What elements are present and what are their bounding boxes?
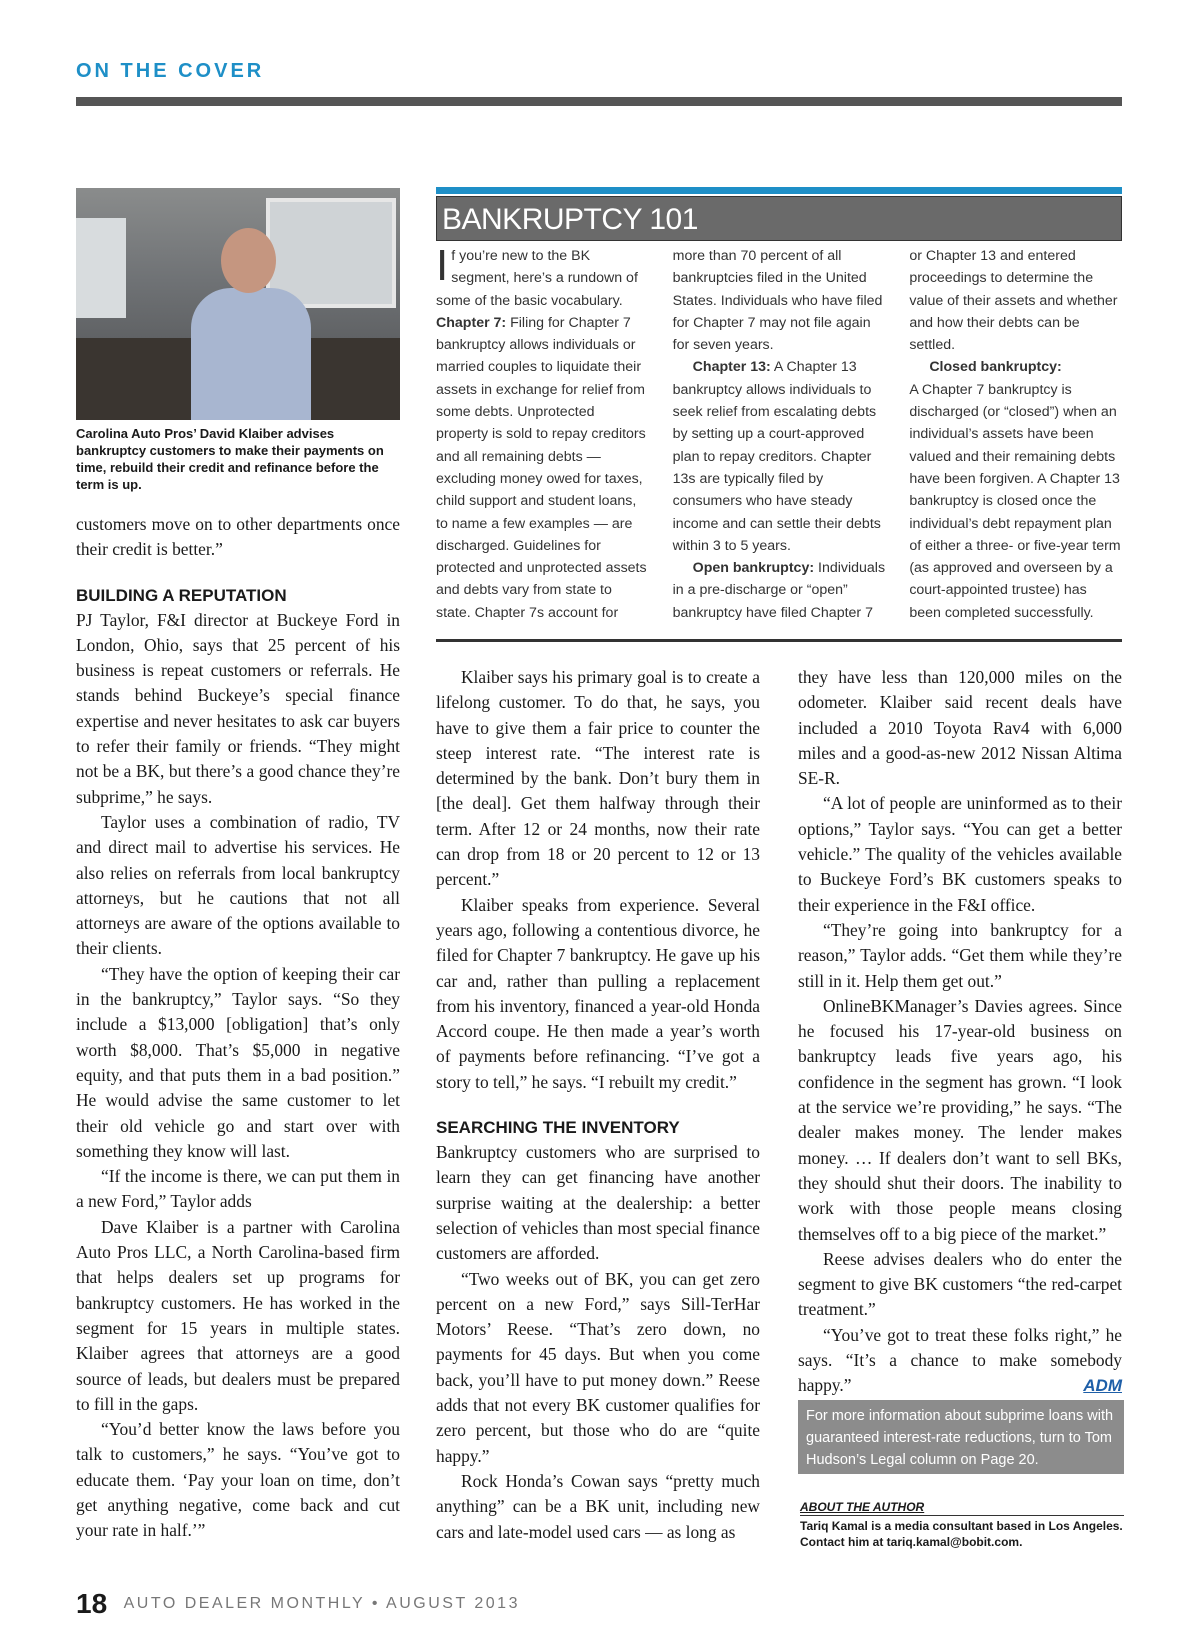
- page-number: 18: [76, 1588, 108, 1619]
- article-column-2: [436, 665, 760, 1545]
- photo-person-head: [221, 228, 276, 293]
- closed-bankruptcy-text: A Chapter 7 bankruptcy is discharged (or “closed”) when an individual’s assets have been valued and their remaining debts have been forgiven. A Chapter 13 bankruptcy is closed once the individual’s debt repayment plan of either a three- or five-year term (as approved and overseen by a court-appointed trustee) has been completed successfully.: [909, 381, 1121, 621]
- paragraph: Taylor uses a combination of radio, TV and direct mail to advertise his services. He also relies on referrals from local bankruptcy attorneys, but he cautions that not all attorneys are aware of the options available to their clients.: [76, 811, 400, 959]
- paragraph: “A lot of people are uninformed as to their options,” Taylor says. “You can get a better vehicle.” The quality of the vehicles available to Buckeye Ford’s BK customers speaks to their experience in the F&I office.: [798, 793, 1122, 915]
- sidebar-bottom-rule: [436, 639, 1122, 642]
- about-author-text: Tariq Kamal is a media consultant based in Los Angeles. Contact him at tariq.kamal@bobit.com.: [800, 1519, 1123, 1549]
- sidebar-title: BANKRUPTCY 101: [442, 203, 698, 236]
- paragraph: OnlineBKManager’s Davies agrees. Since he focused his 17-year-old business on bankruptcy leads five years ago, his confidence in the segment has grown. “I look at the service we’re providing,” he says. “The dealer makes money. The lender makes money. … If dealers don’t want to sell BKs, they should shut their doors. The inability to work with those people means closing themselves off to a big piece of the market.”: [798, 995, 1122, 1244]
- sidebar-body: [436, 241, 1122, 635]
- paragraph: [798, 1323, 1122, 1399]
- paragraph: customers move on to other departments once their credit is better.”: [76, 514, 400, 560]
- section-label: ON THE COVER: [76, 60, 265, 82]
- adm-end-mark: ADM: [1083, 1376, 1122, 1396]
- photo-caption: Carolina Auto Pros’ David Klaiber advises bankruptcy customers to make their payments on time, rebuild their credit and refinance before the term is up.: [76, 426, 384, 492]
- chapter7-label: Chapter 7:: [436, 314, 507, 331]
- chapter7-text: Filing for Chapter 7 bankruptcy allows individuals or married couples to liquidate their assets in exchange for relief from some debts. Unprotected property is sold to repay creditors and all remaining debts — excluding money owed for taxes, child support and student loans, to name a few examples — are discharged. Guidelines for protected and unprotected assets and debts vary from state to state. Chapter 7s account for more than 70 percent of all bankruptcies filed in the United States. Individuals who have filed for Chapter 7 may not file again for seven years.: [436, 248, 883, 621]
- paragraph: “Two weeks out of BK, you can get zero percent on a new Ford,” says Sill-TerHar Motors’ Reese. “That’s zero down, no payments for 45 days. But when you come back, you’ll have to put money down.” Reese adds that not every BK customer qualifies for zero percent, but those who do are “quite happy.”: [436, 1268, 760, 1466]
- publication-line: AUTO DEALER MONTHLY • AUGUST 2013: [123, 1595, 520, 1612]
- article-column-1: [76, 512, 400, 1544]
- subhead-building-reputation: BUILDING A REPUTATION: [76, 585, 287, 605]
- paragraph: Klaiber speaks from experience. Several years ago, following a contentious divorce, he filed for Chapter 7 bankruptcy. He gave up his car and, rather than pulling a replacement from his inventory, financed a year-old Honda Accord coupe. He then made a year’s worth of payments before refinancing. “I’ve got a story to tell,” he says. “I rebuilt my credit.”: [436, 894, 760, 1092]
- photo-window-left: [76, 218, 126, 318]
- open-bankruptcy-label: Open bankruptcy:: [692, 560, 815, 577]
- page-footer: [76, 1588, 520, 1620]
- related-info-box: For more information about subprime loans with guaranteed interest-rate reductions, turn to Tom Hudson’s Legal column on Page 20.: [798, 1400, 1124, 1474]
- photo-person: [191, 228, 311, 420]
- paragraph: Rock Honda’s Cowan says “pretty much anything” can be a BK unit, including new cars and late-model used cars — as long as: [436, 1470, 760, 1542]
- paragraph: Klaiber says his primary goal is to create a lifelong customer. To do that, he says, you have to give them a fair price to counter the steep interest rate. “The interest rate is determined by the bank. Don’t bury them in [the deal]. Get them halfway through their term. After 12 or 24 months, now their rate can drop from 18 or 20 percent to 12 or 13 percent.”: [436, 667, 760, 890]
- chapter13-label: Chapter 13:: [692, 359, 771, 376]
- sidebar-top-bar: [436, 187, 1122, 194]
- closing-text: “You’ve got to treat these folks right,” he says. “It’s a chance to make somebody happy.”: [798, 1324, 1122, 1396]
- about-author-heading: ABOUT THE AUTHOR: [800, 1500, 1124, 1516]
- paragraph: Dave Klaiber is a partner with Carolina Auto Pros LLC, a North Carolina-based firm that helps dealers set up programs for bankruptcy customers. He has worked in the segment for 15 years in multiple states. Klaiber agrees that attorneys are a good source of leads, but dealers must be prepared to fill in the gaps.: [76, 1216, 400, 1414]
- sidebar-dropcap: I: [436, 241, 449, 290]
- paragraph: “If the income is there, we can put them in a new Ford,” Taylor adds: [76, 1166, 400, 1212]
- top-rule: [76, 97, 1122, 106]
- article-column-3: [798, 665, 1122, 1399]
- closed-bankruptcy-label: Closed bankruptcy:: [929, 359, 1062, 376]
- chapter13-text: A Chapter 13 bankruptcy allows individuals to seek relief from escalating debts by setting up a court-approved plan to repay creditors. Chapter 13s are typically filed by consumers who have steady income and can settle their debts within 3 to 5 years.: [672, 359, 881, 554]
- photo-person-torso: [191, 288, 311, 420]
- paragraph: “They’re going into bankruptcy for a reason,” Taylor adds. “Get them while they’re still in it. Help them get out.”: [798, 919, 1122, 991]
- paragraph: they have less than 120,000 miles on the odometer. Klaiber said recent deals have included a 2010 Toyota Rav4 with 6,000 miles and a good-as-new 2012 Nissan Altima SE-R.: [798, 667, 1122, 789]
- subhead-searching-inventory: SEARCHING THE INVENTORY: [436, 1118, 680, 1138]
- paragraph: Bankruptcy customers who are surprised to learn they can get financing have another surprise waiting at the dealership: a better selection of vehicles than most special finance customers are afforded.: [436, 1142, 760, 1264]
- cover-photo: [76, 188, 400, 420]
- paragraph: Reese advises dealers who do enter the segment to give BK customers “the red-carpet treatment.”: [798, 1248, 1122, 1320]
- paragraph: “They have the option of keeping their car in the bankruptcy,” Taylor says. “So they include a $13,000 [obligation] that’s only worth $8,000. That’s $5,000 in negative equity, and that puts them in a bad position.” He would advise the same customer to let their old vehicle go and start over with something they know will last.: [76, 963, 400, 1161]
- paragraph: “You’d better know the laws before you talk to customers,” he says. “You’ve got to educate them. ‘Pay your loan on time, don’t get anything negative, come back and cut your rate in half.’”: [76, 1419, 400, 1541]
- paragraph: PJ Taylor, F&I director at Buckeye Ford in London, Ohio, says that 25 percent of his business is repeat customers or referrals. He stands behind Buckeye’s special finance expertise and never hesitates to ask car buyers to refer their family or friends. “They might not be a BK, but there’s a good chance they’re subprime,” he says.: [76, 609, 400, 807]
- sidebar-intro: f you’re new to the BK segment, here’s a rundown of some of the basic vocabulary.: [436, 248, 638, 309]
- open-bankruptcy-text: Individuals in a pre-discharge or “open” bankruptcy have filed Chapter 7 or Chapter 13 and entered proceedings to determine the value of their assets and whether and how their debts can be settled.: [672, 248, 1118, 621]
